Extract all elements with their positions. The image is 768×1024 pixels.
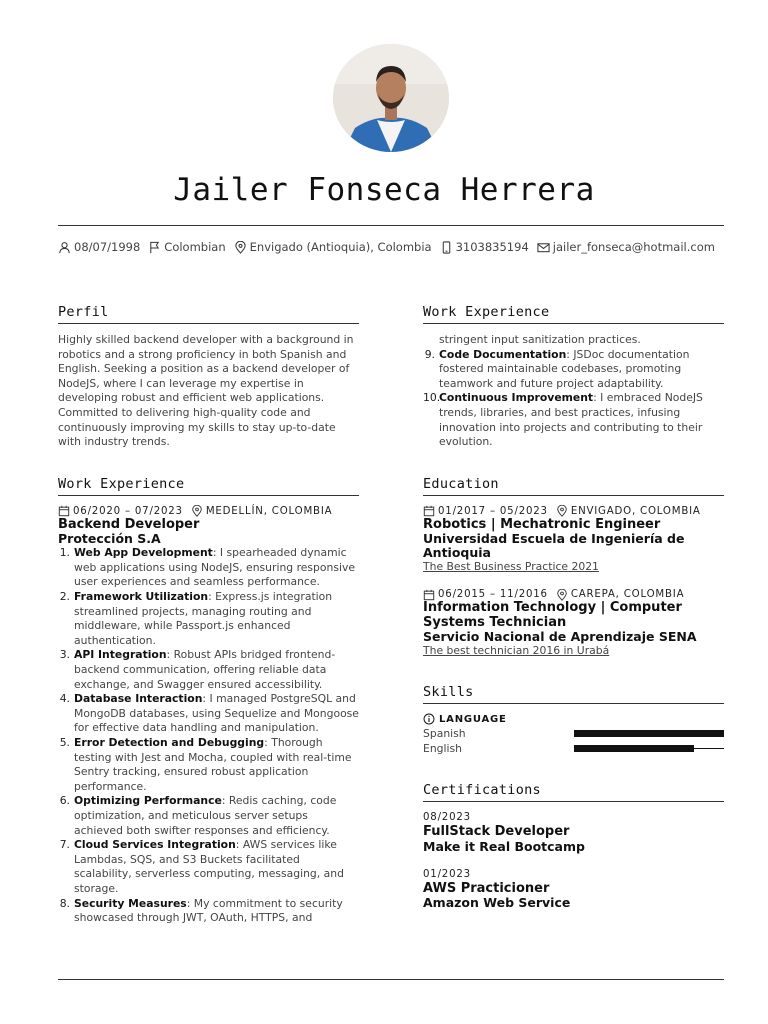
education-dates: 01/2017 – 05/2023 bbox=[438, 505, 548, 517]
work-continued-title: Work Experience bbox=[423, 304, 724, 324]
skill-level-bar bbox=[574, 745, 724, 752]
nationality-value: Colombian bbox=[164, 240, 226, 254]
education-title: Education bbox=[423, 476, 724, 496]
location-pin-icon bbox=[556, 505, 568, 517]
contact-bar bbox=[58, 240, 728, 254]
education-award-link[interactable]: The Best Business Practice 2021 bbox=[423, 560, 599, 574]
header-divider bbox=[58, 225, 724, 226]
skill-category-label: LANGUAGE bbox=[439, 713, 507, 725]
list-item: stringent input sanitization practices. bbox=[439, 333, 641, 346]
list-item: 2. Framework Utilization: Express.js integration streamlined projects, managing routing and middleware, while Passport.js enhanced authentication. bbox=[59, 590, 333, 647]
education-entry bbox=[423, 505, 724, 575]
skill-category bbox=[423, 713, 724, 725]
skill-name: Spanish bbox=[423, 727, 466, 741]
summary-title: Perfil bbox=[58, 304, 359, 324]
education-school: Servicio Nacional de Aprendizaje SENA bbox=[423, 629, 697, 645]
calendar-icon bbox=[423, 505, 435, 517]
summary-text: Highly skilled backend developer with a background in robotics and a strong proficiency in both Spanish and English. Seeking a position as a backend developer of NodeJS, where I can leverage my expertise in developing robust and efficient web applications. Committed to delivering high-quality code and continuously improving my skills to stay up-to-date with industry trends. bbox=[58, 333, 354, 449]
certifications-title: Certifications bbox=[423, 782, 724, 802]
work-company: Protección S.A bbox=[58, 531, 161, 547]
work-achievements bbox=[58, 546, 359, 925]
skill-level-bar bbox=[574, 730, 724, 737]
education-school: Universidad Escuela de Ingeniería de Antioquia bbox=[423, 531, 685, 561]
skill-row bbox=[423, 726, 724, 741]
work-dates: 06/2020 – 07/2023 bbox=[73, 505, 183, 517]
location-value: Envigado (Antioquia), Colombia bbox=[249, 240, 432, 254]
certification-date: 08/2023 bbox=[423, 812, 471, 824]
location bbox=[234, 240, 432, 254]
certification-date: 01/2023 bbox=[423, 868, 471, 880]
location-pin-icon bbox=[191, 505, 203, 517]
education-degree: Information Technology | Computer Systems Technician bbox=[423, 600, 682, 630]
list-item: 7. Cloud Services Integration: AWS services like Lambdas, SQS, and S3 Buckets facilitated scalability, serverless computing, messaging, and storage. bbox=[59, 838, 344, 895]
profile-photo bbox=[333, 44, 449, 152]
list-item: 8. Security Measures: My commitment to security showcased through JWT, OAuth, HTTPS, and bbox=[59, 896, 343, 925]
certification-issuer: Make it Real Bootcamp bbox=[423, 838, 585, 854]
birthdate bbox=[58, 240, 140, 254]
education-location: ENVIGADO, COLOMBIA bbox=[570, 505, 701, 517]
email[interactable] bbox=[537, 240, 715, 254]
education-award-link[interactable]: The best technician 2016 in Urabá bbox=[423, 644, 610, 658]
email-value[interactable]: jailer_fonseca@hotmail.com bbox=[552, 240, 715, 254]
certification-entry bbox=[423, 811, 724, 854]
nationality bbox=[148, 240, 225, 254]
certification-entry bbox=[423, 868, 724, 911]
left-column bbox=[58, 304, 359, 926]
mail-icon bbox=[537, 241, 550, 254]
skill-row bbox=[423, 741, 724, 756]
certification-issuer: Amazon Web Service bbox=[423, 895, 571, 911]
phone-icon bbox=[440, 241, 453, 254]
list-item: 3. API Integration: Robust APIs bridged frontend-backend communication, offering reliable data exchange, and Swagger ensured accessibility. bbox=[59, 648, 336, 691]
education-dates: 06/2015 – 11/2016 bbox=[438, 589, 548, 601]
phone-value: 3103835194 bbox=[455, 240, 529, 254]
calendar-icon bbox=[58, 505, 70, 517]
phone bbox=[440, 240, 529, 254]
work-achievements-continued bbox=[423, 333, 724, 450]
education-location: CAREPA, COLOMBIA bbox=[570, 589, 685, 601]
list-item: 9. Code Documentation: JSDoc documentation fostered maintainable codebases, promoting teamwork and future project adaptability. bbox=[424, 347, 690, 390]
list-item: 1. Web App Development: I spearheaded dynamic web applications using NodeJS, ensuring responsive user experiences and seamless performance. bbox=[59, 546, 355, 589]
candidate-name: Jailer Fonseca Herrera bbox=[173, 172, 595, 208]
birthdate-value: 08/07/1998 bbox=[74, 240, 141, 254]
info-icon bbox=[423, 713, 435, 725]
flag-icon bbox=[148, 241, 161, 254]
list-item: 5. Error Detection and Debugging: Thorough testing with Jest and Mocha, coupled with real-time Sentry tracking, ensured robust application performance. bbox=[59, 735, 352, 793]
skill-name: English bbox=[423, 742, 462, 756]
work-location: MEDELLÍN, COLOMBIA bbox=[205, 505, 333, 517]
work-meta bbox=[58, 505, 359, 518]
certification-title: FullStack Developer bbox=[423, 824, 570, 840]
certification-title: AWS Practicioner bbox=[423, 880, 550, 896]
work-role: Backend Developer bbox=[58, 516, 200, 532]
right-column bbox=[423, 304, 724, 910]
work-title: Work Experience bbox=[58, 476, 359, 496]
education-degree: Robotics | Mechatronic Engineer bbox=[423, 516, 661, 532]
education-entry bbox=[423, 588, 724, 658]
location-pin-icon bbox=[556, 589, 568, 601]
footer-divider bbox=[58, 979, 724, 980]
list-item: 4. Database Interaction: I managed PostgreSQL and MongoDB databases, using Sequelize and Mongoose for effective data handling and manipulation. bbox=[59, 692, 359, 735]
person-icon bbox=[58, 241, 71, 254]
calendar-icon bbox=[423, 589, 435, 601]
list-item: 10. Continuous Improvement: I embraced NodeJS trends, libraries, and best practices, infusing innovation into projects and contributing to their evolution. bbox=[423, 391, 703, 449]
location-pin-icon bbox=[234, 241, 247, 254]
list-item: 6. Optimizing Performance: Redis caching, code optimization, and meticulous server setups achieved both swifter responses and efficiency. bbox=[59, 794, 337, 837]
skills-title: Skills bbox=[423, 684, 724, 704]
